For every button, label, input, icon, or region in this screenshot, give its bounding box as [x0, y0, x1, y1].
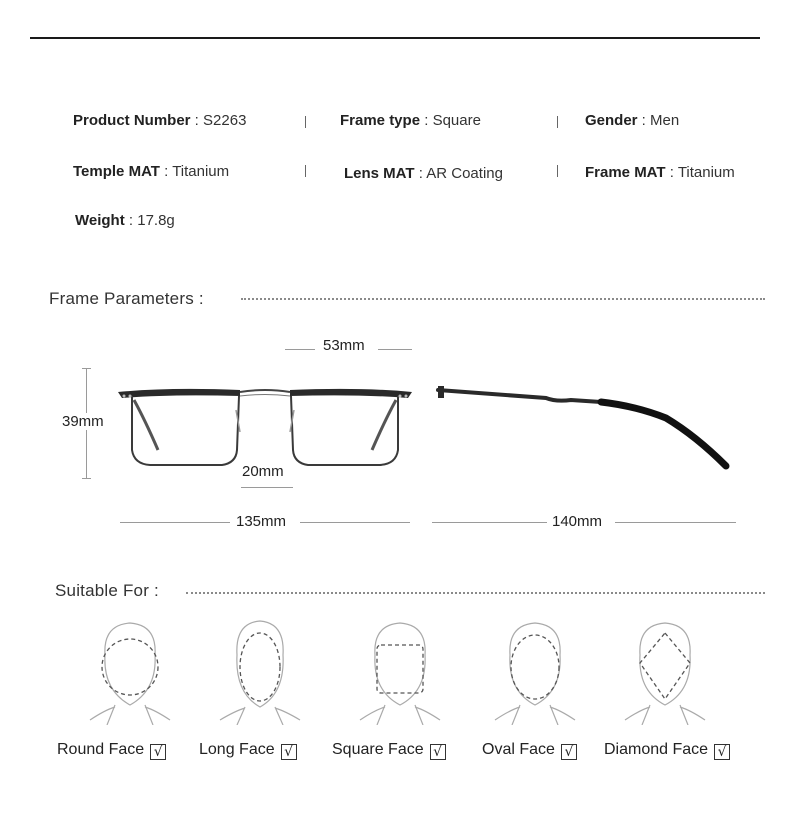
- temple-length-line: [432, 522, 547, 523]
- spec-weight: Weight : 17.8g: [75, 212, 175, 229]
- section-dotted-rule: [241, 298, 765, 300]
- lens-width-line: [285, 349, 315, 350]
- checkbox-checked-icon: √: [281, 744, 297, 760]
- spec-temple-mat: Temple MAT : Titanium: [73, 163, 230, 180]
- lens-width-label: 53mm: [323, 337, 365, 354]
- spec-separator: [557, 116, 558, 128]
- lens-height-tick: [82, 478, 91, 479]
- glasses-side-illustration: [436, 384, 736, 474]
- face-option-long: Long Face √: [199, 741, 297, 760]
- section-dotted-rule: [186, 592, 765, 594]
- checkbox-checked-icon: √: [150, 744, 166, 760]
- face-option-square: Square Face √: [332, 741, 446, 760]
- frame-parameters-title: Frame Parameters :: [49, 289, 204, 308]
- checkbox-checked-icon: √: [561, 744, 577, 760]
- spec-separator: [305, 165, 306, 177]
- lens-height-label: 39mm: [62, 413, 104, 430]
- square-face-illustration: [355, 615, 445, 725]
- oval-face-illustration: [490, 615, 580, 725]
- top-divider: [30, 37, 760, 39]
- suitable-for-title: Suitable For :: [55, 581, 159, 600]
- spec-separator: [557, 165, 558, 177]
- spec-frame-mat: Frame MAT : Titanium: [585, 164, 735, 181]
- spec-frame-type: Frame type : Square: [340, 112, 481, 129]
- checkbox-checked-icon: √: [430, 744, 446, 760]
- bridge-line: [241, 487, 293, 488]
- temple-length-line: [615, 522, 736, 523]
- frame-width-line: [300, 522, 410, 523]
- diamond-face-illustration: [620, 615, 710, 725]
- lens-height-tick: [82, 368, 91, 369]
- face-option-round: Round Face √: [57, 741, 166, 760]
- bridge-label: 20mm: [242, 463, 284, 480]
- spec-separator: [305, 116, 306, 128]
- frame-width-label: 135mm: [236, 513, 287, 530]
- round-face-illustration: [85, 615, 175, 725]
- lens-width-line: [378, 349, 412, 350]
- checkbox-checked-icon: √: [714, 744, 730, 760]
- spec-gender: Gender : Men: [585, 112, 680, 129]
- spec-product-number: Product Number : S2263: [73, 112, 247, 129]
- temple-length-label: 140mm: [552, 513, 603, 530]
- face-option-oval: Oval Face √: [482, 741, 577, 760]
- frame-width-line: [120, 522, 230, 523]
- long-face-illustration: [215, 615, 305, 725]
- spec-lens-mat: Lens MAT : AR Coating: [344, 165, 503, 182]
- face-option-diamond: Diamond Face √: [604, 741, 730, 760]
